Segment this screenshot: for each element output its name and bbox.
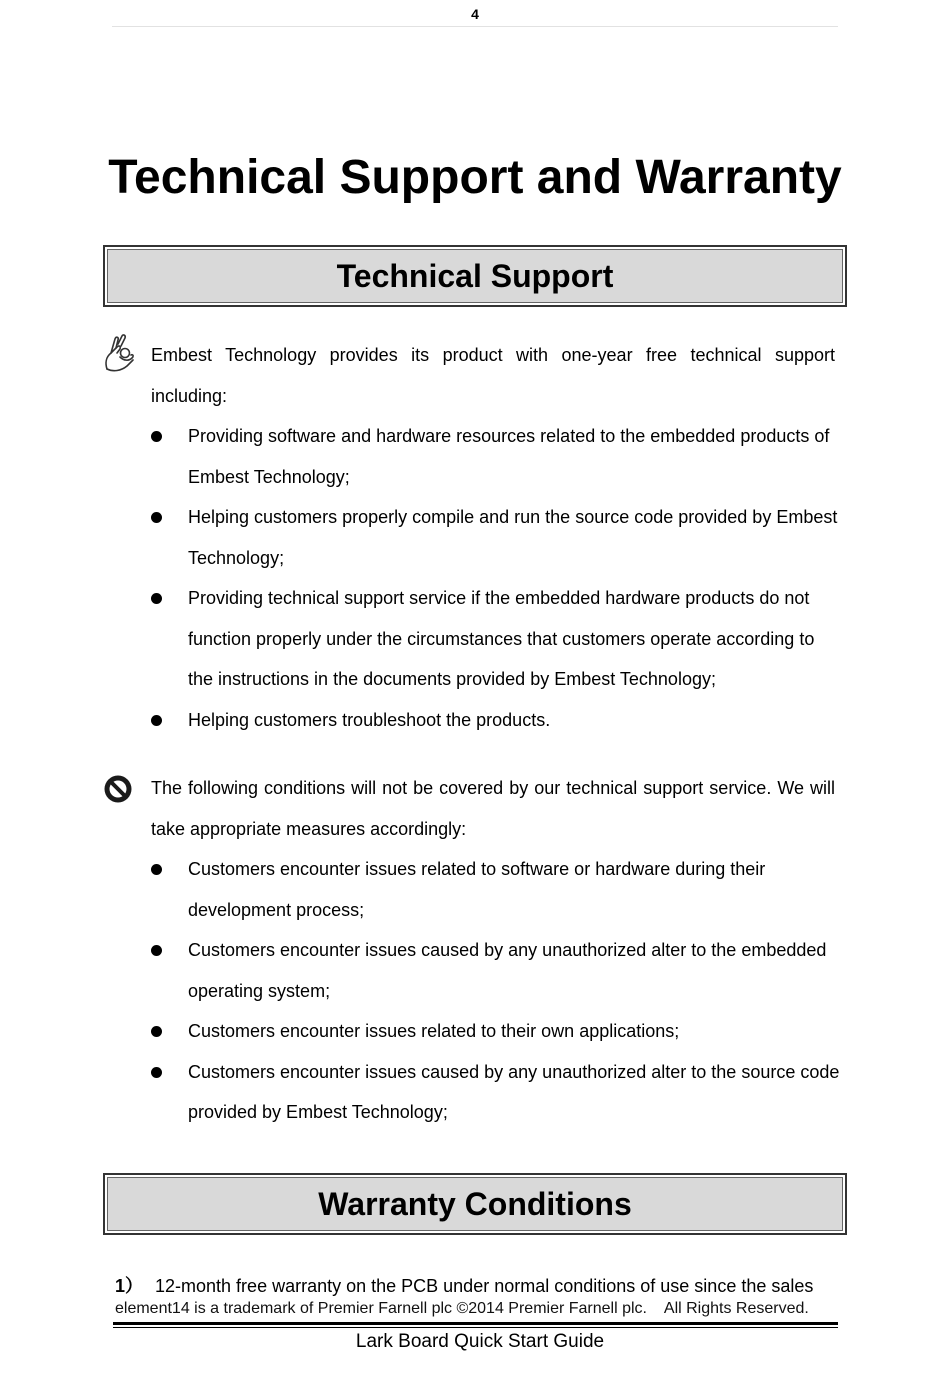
bullet-icon	[151, 945, 162, 956]
page-number: 4	[471, 6, 479, 22]
list-item	[151, 1011, 841, 1052]
bullet-icon	[151, 431, 162, 442]
warranty-item-text: 12-month free warranty on the PCB under normal conditions of use since the sales	[155, 1276, 814, 1296]
bullet-icon	[151, 593, 162, 604]
support-intro-line1: Embest Technology provides its product with one-year free technical support	[151, 345, 835, 365]
list-item-text: Customers encounter issues caused by any unauthorized alter to the embedded operating system;	[188, 940, 827, 1001]
footer-copyright: element14 is a trademark of Premier Farnell plc ©2014 Premier Farnell plc. All Rights Reserved.	[115, 1300, 809, 1317]
footer-guide-title: Lark Board Quick Start Guide	[355, 1331, 605, 1352]
support-list	[151, 416, 841, 740]
footer-divider-thick	[113, 1322, 838, 1325]
list-item	[151, 497, 841, 578]
list-item	[151, 578, 841, 700]
bullet-icon	[151, 715, 162, 726]
bullet-icon	[151, 864, 162, 875]
bullet-icon	[151, 1067, 162, 1078]
support-intro-line2: including:	[151, 386, 228, 406]
bullet-icon	[151, 1026, 162, 1037]
list-item	[151, 1052, 841, 1133]
exclusions-intro: The following conditions will not be covered by our technical support service. We will take appropriate measures accordingly:	[151, 778, 835, 839]
footer-divider-thin	[113, 1327, 838, 1328]
technical-support-heading: Technical Support	[103, 245, 847, 307]
list-item-text: Providing technical support service if the embedded hardware products do not function properly under the circumstances that customers operate according to the instructions in the documents provided by Embest Technology;	[188, 588, 815, 689]
list-item-text: Customers encounter issues related to software or hardware during their development process;	[188, 859, 766, 920]
warranty-conditions-heading: Warranty Conditions	[103, 1173, 847, 1235]
warranty-item-1	[115, 1272, 813, 1298]
list-item	[151, 930, 841, 1011]
warranty-item-number: 1）	[115, 1276, 144, 1296]
exclusions-list	[151, 849, 841, 1133]
list-item-text: Helping customers properly compile and run the source code provided by Embest Technology;	[188, 507, 838, 568]
list-item	[151, 700, 841, 741]
list-item-text: Helping customers troubleshoot the products.	[188, 709, 551, 730]
prohibited-icon	[103, 774, 133, 804]
list-item	[151, 416, 841, 497]
list-item-text: Customers encounter issues caused by any unauthorized alter to the source code provided by Embest Technology;	[188, 1061, 840, 1122]
list-item	[151, 849, 841, 930]
list-item-text: Providing software and hardware resources related to the embedded products of Embest Technology;	[188, 426, 830, 487]
bullet-icon	[151, 512, 162, 523]
list-item-text: Customers encounter issues related to their own applications;	[188, 1021, 680, 1041]
ok-hand-icon	[103, 333, 137, 373]
header-divider	[112, 26, 838, 27]
page-title: Technical Support and Warranty	[108, 151, 842, 204]
